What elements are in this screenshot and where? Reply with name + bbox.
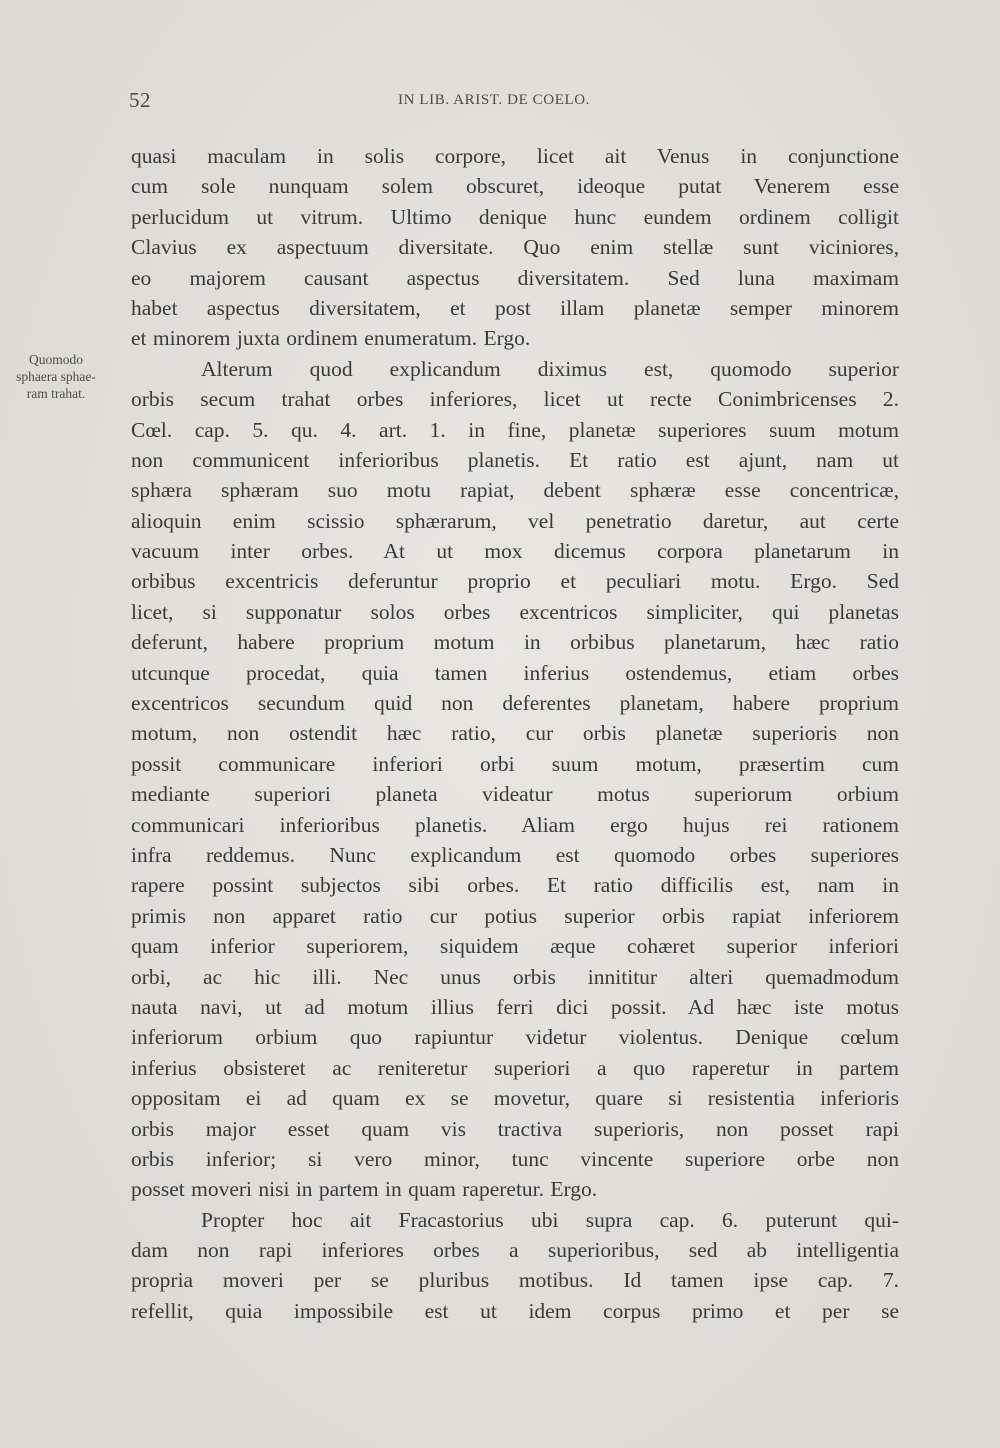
margin-note-line: sphaera sphae- (16, 369, 96, 384)
margin-note-line: ram trahat. (26, 386, 86, 401)
text-line: nauta navi, ut ad motum illius ferri dici possit. Ad hæc iste motus (131, 994, 899, 1019)
text-line: non communicent inferioribus planetis. Et ratio est ajunt, nam ut (131, 447, 899, 472)
text-line: excentricos secundum quid non deferentes planetam, habere proprium (131, 691, 899, 716)
text-line: motum, non ostendit hæc ratio, cur orbis planetæ superioris non (131, 721, 899, 746)
text-line: utcunque procedat, quia tamen inferius ostendemus, etiam orbes (131, 660, 899, 685)
text-line: quasi maculam in solis corpore, licet ait Venus in conjunctione (131, 144, 899, 168)
text-line: inferiorum orbium quo rapiuntur videtur violentus. Denique cœlum (131, 1025, 899, 1050)
text-line: dam non rapi inferiores orbes a superioribus, sed ab intelligentia (131, 1238, 899, 1263)
body-text (131, 141, 899, 1326)
text-line: orbis inferior; si vero minor, tunc vincente superiore orbe non (131, 1146, 899, 1171)
page-header (0, 88, 1000, 114)
text-line: cum sole nunquam solem obscuret, ideoque putat Venerem esse (131, 174, 899, 199)
text-line: infra reddemus. Nunc explicandum est quomodo orbes superiores (131, 842, 899, 867)
text-line: refellit, quia impossibile est ut idem corpus primo et per se (131, 1298, 899, 1323)
text-line: eo majorem causant aspectus diversitatem. Sed luna maximam (131, 265, 899, 290)
text-line: licet, si supponatur solos orbes excentricos simpliciter, qui planetas (131, 599, 899, 624)
text-line: mediante superiori planeta videatur motus superiorum orbium (131, 782, 899, 807)
text-line: propria moveri per se pluribus motibus. Id tamen ipse cap. 7. (131, 1268, 899, 1293)
running-title: IN LIB. ARIST. DE COELO. (398, 92, 591, 108)
text-line: orbis secum trahat orbes inferiores, licet ut recte Conimbricenses 2. (131, 387, 899, 412)
text-line: vacuum inter orbes. At ut mox dicemus corpora planetarum in (131, 539, 899, 564)
text-line: Clavius ex aspectuum diversitate. Quo enim stellæ sunt viciniores, (131, 235, 899, 260)
text-line: posset moveri nisi in partem in quam raperetur. Ergo. (131, 1177, 598, 1202)
text-line: Cœl. cap. 5. qu. 4. art. 1. in fine, planetæ superiores suum motum (131, 417, 899, 442)
text-line: alioquin enim scissio sphærarum, vel penetratio daretur, aut certe (131, 508, 899, 533)
text-line: sphæra sphæram suo motu rapiat, debent sphæræ esse concentricæ, (131, 478, 899, 503)
text-line: primis non apparet ratio cur potius superior orbis rapiat inferiorem (131, 903, 899, 928)
text-line: orbi, ac hic illi. Nec unus orbis innititur alteri quemadmodum (131, 964, 899, 989)
text-line: et minorem juxta ordinem enumeratum. Ergo. (131, 326, 531, 351)
text-line: oppositam ei ad quam ex se movetur, quare si resistentia inferioris (131, 1086, 899, 1111)
text-line: Propter hoc ait Fracastorius ubi supra cap. 6. puterunt qui- (201, 1207, 899, 1232)
text-line: rapere possint subjectos sibi orbes. Et ratio difficilis est, nam in (131, 873, 899, 898)
text-line: Alterum quod explicandum diximus est, quomodo superior (201, 356, 899, 381)
margin-note (0, 351, 112, 402)
text-line: quam inferior superiorem, siquidem æque cohæret superior inferiori (131, 934, 899, 959)
text-line: communicari inferioribus planetis. Aliam ergo hujus rei rationem (131, 812, 899, 837)
text-line: inferius obsisteret ac reniteretur superiori a quo raperetur in partem (131, 1055, 899, 1080)
page-number: 52 (129, 88, 151, 112)
text-line: orbis major esset quam vis tractiva superioris, non posset rapi (131, 1116, 899, 1141)
margin-note-line: Quomodo (29, 352, 83, 367)
text-line: possit communicare inferiori orbi suum motum, præsertim cum (131, 751, 899, 776)
text-line: perlucidum ut vitrum. Ultimo denique hunc eundem ordinem colligit (131, 204, 899, 229)
text-line: deferunt, habere proprium motum in orbibus planetarum, hæc ratio (131, 630, 899, 655)
text-line: orbibus excentricis deferuntur proprio et peculiari motu. Ergo. Sed (131, 569, 899, 594)
text-line: habet aspectus diversitatem, et post illam planetæ semper minorem (131, 295, 899, 320)
